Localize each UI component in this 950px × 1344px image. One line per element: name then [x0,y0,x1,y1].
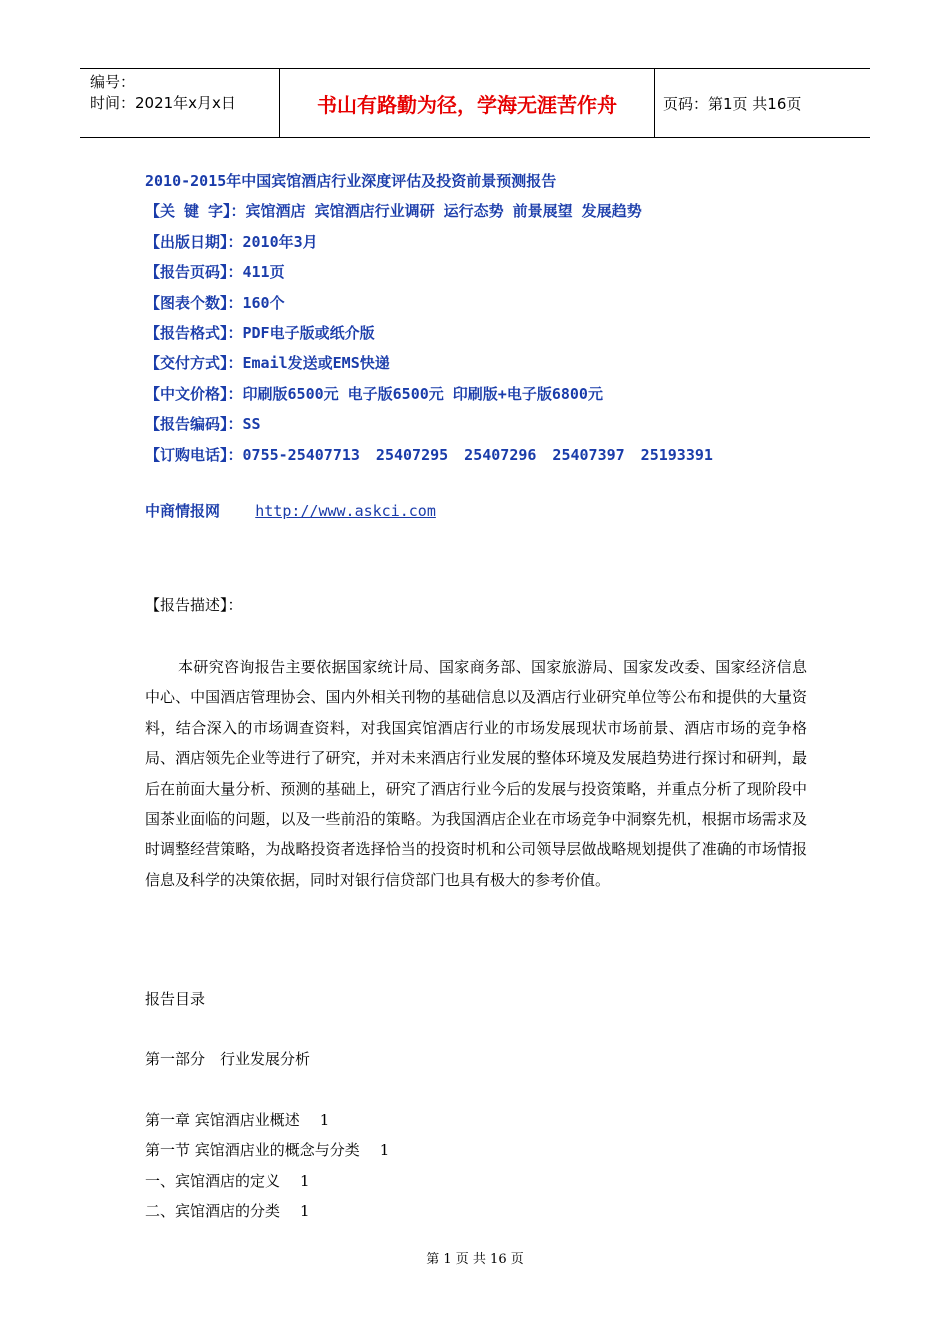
toc-item[interactable] [145,1170,310,1191]
phone-number: 25407296 [464,445,537,464]
toc-item-page: 1 [379,1141,390,1159]
phone-number: 25407397 [552,445,625,464]
page-count: 【报告页码】：411页 [145,263,285,282]
phone-number: 25193391 [640,445,713,464]
toc-item-text: 一、宾馆酒店的定义 [145,1172,281,1190]
page-footer: 第 1 页 共 16 页 [426,1252,524,1267]
toc-item-page: 1 [300,1202,310,1220]
toc-item[interactable] [145,1200,310,1221]
toc-item-page: 1 [300,1172,310,1190]
page-header [80,68,870,138]
delivery-method: 【交付方式】：Email发送或EMS快递 [145,354,390,373]
time-label: 时间：2021年x月x日 [90,94,236,112]
toc-title: 报告目录 [145,990,206,1008]
keywords: 【关 键 字】：宾馆酒店 宾馆酒店行业调研 运行态势 前景展望 发展趋势 [145,202,642,221]
description-text: 本研究咨询报告主要依据国家统计局、国家商务部、国家旅游局、国家发改委、国家经济信息中心、中国酒店管理协会、国内外相关刊物的基础信息以及酒店行业研究单位等公布和提供的大量资料，结合深入的市场调查资料，对我国宾馆酒店行业的市场发展现状市场前景、酒店市场的竞争格局、酒店领先企业等进行了研究，并对未来酒店行业发展的整体环境及发展趋势进行探讨和研判，最后在前面大量分析、预测的基础上，研究了酒店行业今后的发展与投资策略，并重点分析了现阶段中国茶业面临的问题，以及一些前沿的策略。为我国酒店企业在市场竞争中洞察先机，根据市场需求及时调整经营策略，为战略投资者选择恰当的投资时机和公司领导层做战略规划提供了准确的市场情报信息及科学的决策依据，同时对银行信贷部门也具有极大的参考价值。 [145,658,807,889]
phone-number: 25407295 [375,445,449,464]
publish-date: 【出版日期】：2010年3月 [145,232,318,251]
report-meta [145,166,729,470]
site-name: 中商情报网 [145,502,221,520]
report-format: 【报告格式】：PDF电子版或纸介版 [145,324,375,343]
toc-item-text: 第一章 宾馆酒店业概述 [145,1111,300,1129]
toc-item-text: 二、宾馆酒店的分类 [145,1202,281,1220]
toc-part: 第一部分 行业发展分析 [145,1050,311,1068]
toc-item[interactable] [145,1139,389,1160]
order-phone [145,440,729,470]
report-code: 【报告编码】：SS [145,415,261,434]
header-slogan: 书山有路勤为径，学海无涯苦作舟 [280,69,655,137]
header-info [80,69,280,137]
price: 【中文价格】：印刷版6500元 电子版6500元 印刷版+电子版6800元 [145,384,603,403]
phone-label: 【订购电话】： [145,445,243,464]
header-page-label: 页码：第1页 共16页 [663,94,802,113]
website-line [145,500,436,521]
site-link[interactable]: http://www.askci.com [255,502,436,520]
toc-item-text: 第一节 宾馆酒店业的概念与分类 [145,1141,360,1159]
chart-count: 【图表个数】：160个 [145,293,285,312]
toc-item[interactable] [145,1109,329,1130]
description-label: 【报告描述】： [145,596,243,614]
phone-number: 0755-25407713 [242,445,360,464]
toc-item-page: 1 [319,1111,330,1129]
number-label: 编号： [90,73,136,91]
report-title: 2010-2015年中国宾馆酒店行业深度评估及投资前景预测报告 [145,172,557,190]
